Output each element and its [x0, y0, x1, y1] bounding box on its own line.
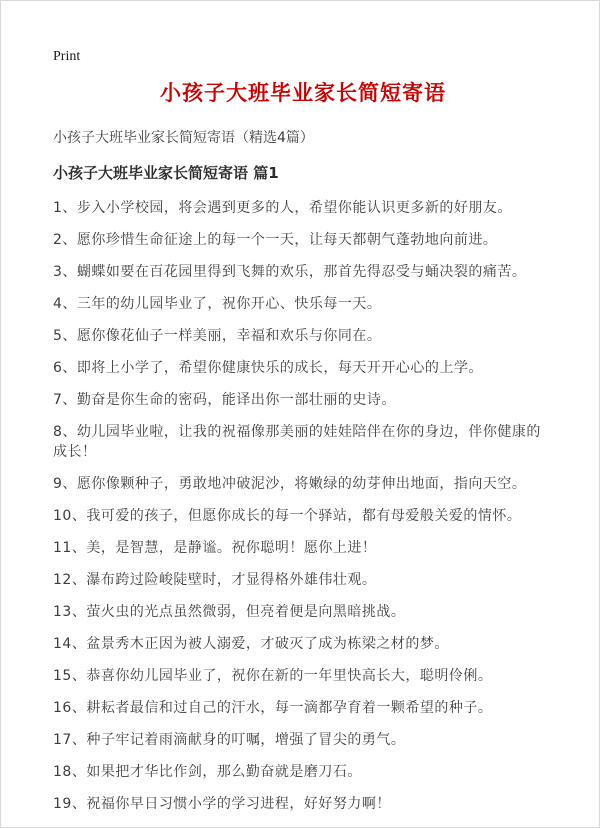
list-item: 11、美，是智慧，是静谧。祝你聪明！愿你上进！	[53, 540, 377, 556]
list-item: 8、幼儿园毕业啦，让我的祝福像那美丽的娃娃陪伴在你的身边，伴你健康的成长！	[53, 424, 541, 460]
list-item: 12、瀑布跨过险峻陡壁时，才显得格外雄伟壮观。	[53, 572, 377, 588]
list-item: 18、如果把才华比作剑，那么勤奋就是磨刀石。	[53, 764, 362, 780]
page-title: 小孩子大班毕业家长简短寄语	[160, 80, 446, 105]
list-item: 13、萤火虫的光点虽然微弱，但亮着便是向黑暗挑战。	[53, 604, 406, 620]
list-item: 9、愿你像颗种子，勇敢地冲破泥沙，将嫩绿的幼芽伸出地面，指向天空。	[53, 476, 527, 492]
quote-list	[53, 198, 553, 814]
list-item: 16、耕耘者最信和过自己的汗水，每一滴都孕育着一颗希望的种子。	[53, 700, 493, 716]
print-link[interactable]: Print	[53, 49, 81, 64]
list-item: 1、步入小学校园，将会遇到更多的人，希望你能认识更多新的好朋友。	[53, 200, 512, 216]
list-item: 10、我可爱的孩子，但愿你成长的每一个驿站，都有母爱般关爱的情怀。	[53, 508, 522, 524]
list-item: 2、愿你珍惜生命征途上的每一个一天，让每天都朝气蓬勃地向前进。	[53, 232, 498, 248]
section-heading: 小孩子大班毕业家长简短寄语 篇1	[53, 164, 279, 182]
list-item: 6、即将上小学了，希望你健康快乐的成长，每天开开心心的上学。	[53, 360, 483, 376]
list-item: 3、蝴蝶如要在百花园里得到飞舞的欢乐，那首先得忍受与蛹决裂的痛苦。	[53, 264, 527, 280]
article-subtitle: 小孩子大班毕业家长简短寄语（精选4篇）	[53, 130, 314, 146]
list-item: 5、愿你像花仙子一样美丽，幸福和欢乐与你同在。	[53, 328, 382, 344]
list-item: 15、恭喜你幼儿园毕业了，祝你在新的一年里快高长大，聪明伶俐。	[53, 668, 493, 684]
list-item: 4、三年的幼儿园毕业了，祝你开心、快乐每一天。	[53, 296, 382, 312]
list-item: 19、祝福你早日习惯小学的学习进程，好好努力啊！	[53, 796, 391, 812]
list-item: 17、种子牢记着雨滴献身的叮嘱，增强了冒尖的勇气。	[53, 732, 406, 748]
list-item: 7、勤奋是你生命的密码，能译出你一部壮丽的史诗。	[53, 392, 396, 408]
list-item: 14、盆景秀木正因为被人溺爱，才破灭了成为栋梁之材的梦。	[53, 636, 449, 652]
